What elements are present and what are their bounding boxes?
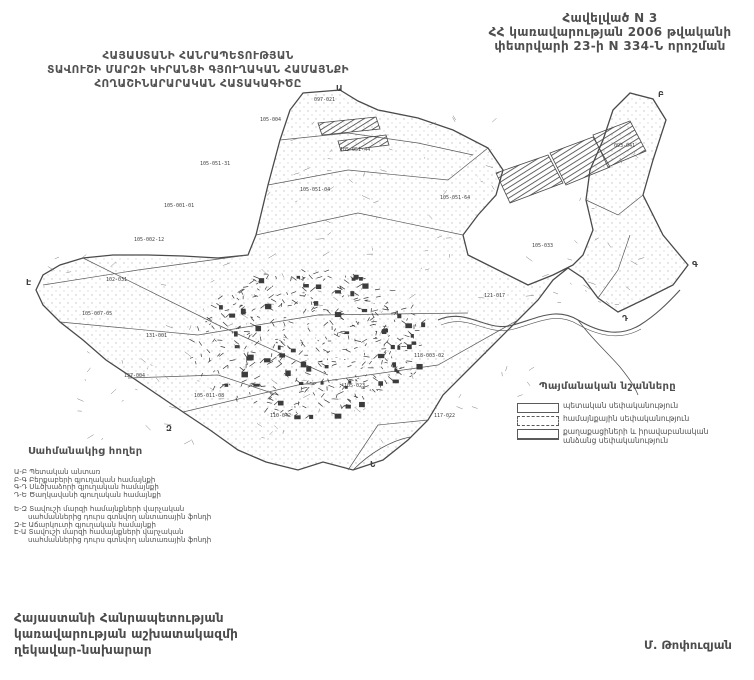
legend-rows bbox=[517, 402, 737, 445]
signatory-name: Մ. Թոփուզյան bbox=[644, 638, 732, 652]
bordering-land-line: Ե-Զ Տավուշի մարզի համայնքների վարչական bbox=[14, 505, 185, 514]
bordering-land-line: Է-Ա Տավուշի մարզի համայնքների վարչական bbox=[14, 528, 184, 537]
bordering-land-line: Ա-Բ Պետական անտառ bbox=[14, 468, 101, 476]
legend-swatch-lined bbox=[517, 429, 559, 440]
signatory-line3: ղեկավար-նախարար bbox=[14, 643, 152, 657]
bordering-land-line: Դ-Ե Ծաղկավանի գյուղական համայնքի bbox=[14, 490, 161, 499]
annex-line2: ՀՀ կառավարության 2006 թվականի bbox=[488, 25, 732, 39]
legend-swatch-solid bbox=[517, 403, 559, 413]
boundary-letter: Բ bbox=[658, 90, 664, 99]
parcel-label: 097-021 bbox=[314, 97, 336, 103]
parcel-label: 131-001 bbox=[146, 333, 168, 339]
parcel-label: 102-031 bbox=[106, 277, 128, 283]
boundary-letter: Գ bbox=[692, 260, 698, 269]
parcel-label: 105-033 bbox=[532, 243, 554, 249]
legend-label: համայնքային սեփականություն bbox=[563, 414, 690, 423]
parcel-label: 105-051-64 bbox=[440, 195, 471, 201]
boundary-letter: Զ bbox=[166, 424, 172, 433]
annex-line3: փետրվարի 23-ի N 334-Ն որոշման bbox=[494, 39, 726, 53]
parcel-label: 093-041 bbox=[614, 143, 636, 149]
legend bbox=[517, 381, 737, 447]
parcel-label: 121-017 bbox=[484, 293, 506, 299]
parcel-label: 105-023 bbox=[344, 383, 366, 389]
bordering-land-line: Զ-Է Աճարկուտի գյուղական համայնքի bbox=[14, 520, 156, 529]
legend-swatch-dashed bbox=[517, 416, 559, 426]
parcel-label: 105-051-31 bbox=[200, 161, 231, 167]
boundary-letter: Է bbox=[26, 278, 32, 287]
bordering-lands-list bbox=[14, 469, 284, 544]
bordering-land-line: Բ-Գ Բերքաբերի գյուղական համայնքի bbox=[14, 475, 156, 484]
parcel-label: 117-022 bbox=[434, 413, 456, 419]
bordering-land-line: սահմաններից դուրս գտնվող անտառային ֆոնդի bbox=[28, 535, 212, 544]
parcel-label: 110-042 bbox=[270, 413, 292, 419]
title-line2: ՏԱՎՈՒՇԻ ՄԱՐԶԻ ԿԻՐԱՆՑԻ ԳՅՈՒՂԱԿԱՆ ՀԱՄԱՅՆՔԻ bbox=[47, 64, 349, 76]
signatory-left bbox=[14, 610, 274, 658]
boundary-letter: Դ bbox=[622, 314, 628, 323]
parcel-label: 127-004 bbox=[124, 373, 146, 379]
title-line1: ՀԱՅԱՍՏԱՆԻ ՀԱՆՐԱՊԵՏՈՒԹՅԱՆ bbox=[102, 50, 294, 62]
bordering-land-line: Գ-Դ Սևծխաձորի գյուղական համայնքի bbox=[14, 483, 159, 492]
parcel-label: 105-004 bbox=[260, 117, 282, 123]
parcel-label: 105-051-04 bbox=[300, 187, 331, 193]
parcel-label: 118-003-02 bbox=[414, 353, 445, 359]
boundary-letter: Ե bbox=[370, 460, 376, 469]
signatory-line1: Հայաստանի Հանրապետության bbox=[14, 611, 224, 625]
signatory-line2: կառավարության աշխատակազմի bbox=[14, 627, 239, 641]
bordering-lands-title: Սահմանակից հողեր bbox=[28, 446, 143, 457]
parcel-label: 105-007-05 bbox=[82, 311, 113, 317]
legend-item bbox=[517, 415, 737, 426]
parcel-label: 105-011-08 bbox=[194, 393, 225, 399]
legend-label: պետական սեփականություն bbox=[563, 401, 679, 410]
parcel-label: 105-002-12 bbox=[134, 237, 165, 243]
parcel-label: 105-001-01 bbox=[164, 203, 195, 209]
parcel-label: 105-051-44 bbox=[340, 147, 371, 153]
boundary-letter: Ա bbox=[336, 85, 343, 93]
annex-line1: Հավելված N 3 bbox=[562, 11, 658, 25]
title-line3: ՀՈՂԱՇԻՆԱՐԱՐԱԿԱՆ ՀԱՏԱԿԱԳԻԾԸ bbox=[94, 78, 302, 90]
annex-reference bbox=[455, 11, 754, 53]
bordering-lands bbox=[14, 446, 284, 544]
legend-item bbox=[517, 428, 737, 445]
bordering-land-line: սահմաններից դուրս գտնվող անտառային ֆոնդի bbox=[28, 512, 212, 521]
legend-item bbox=[517, 402, 737, 413]
legend-label: քաղաքացիների և իրավաբանական անձանց սեփականություն bbox=[563, 427, 709, 445]
legend-title: Պայմանական նշանները bbox=[539, 381, 676, 392]
